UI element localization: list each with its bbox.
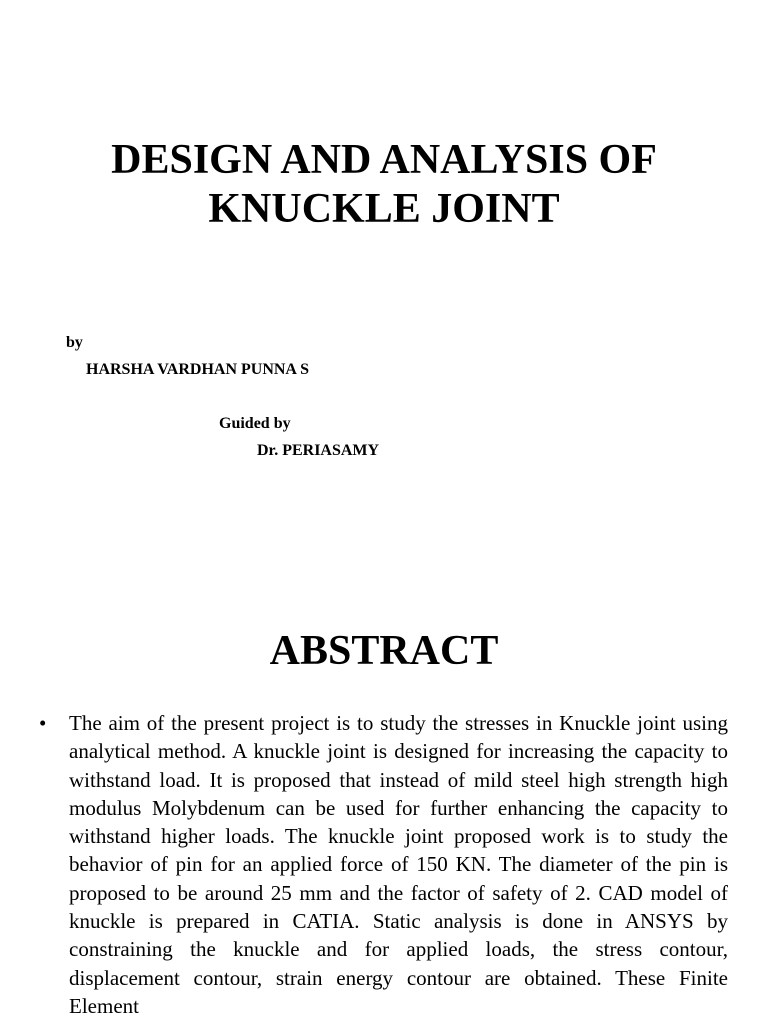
by-label: by (66, 334, 83, 351)
abstract-bullet-item (0, 709, 768, 1020)
guided-by-label: Guided by (219, 415, 291, 432)
abstract-paragraph: The aim of the present project is to study the stresses in Knuckle joint using analytical method. A knuckle joint is designed for increasing the capacity to withstand load. It is proposed that instead of mild steel high strength high modulus Molybdenum can be used for further enhancing the capacity to withstand higher loads. The knuckle joint proposed work is to study the behavior of pin for an applied force of 150 KN. The diameter of the pin is proposed to be around 25 mm and the factor of safety of 2. CAD model of knuckle is prepared in CATIA. Static analysis is done in ANSYS by constraining the knuckle and for applied loads, the stress contour, displacement contour, strain energy contour are obtained. These Finite Element (69, 711, 728, 1018)
abstract-heading: ABSTRACT (269, 628, 499, 674)
title-line-2: KNUCKLE JOINT (208, 186, 560, 232)
bullet-icon: • (39, 711, 47, 735)
title-line-1: DESIGN AND ANALYSIS OF (111, 137, 657, 183)
author-name: HARSHA VARDHAN PUNNA S (86, 361, 309, 378)
abstract-list (0, 709, 768, 1020)
guide-name: Dr. PERIASAMY (257, 442, 380, 459)
document-title (0, 136, 768, 234)
